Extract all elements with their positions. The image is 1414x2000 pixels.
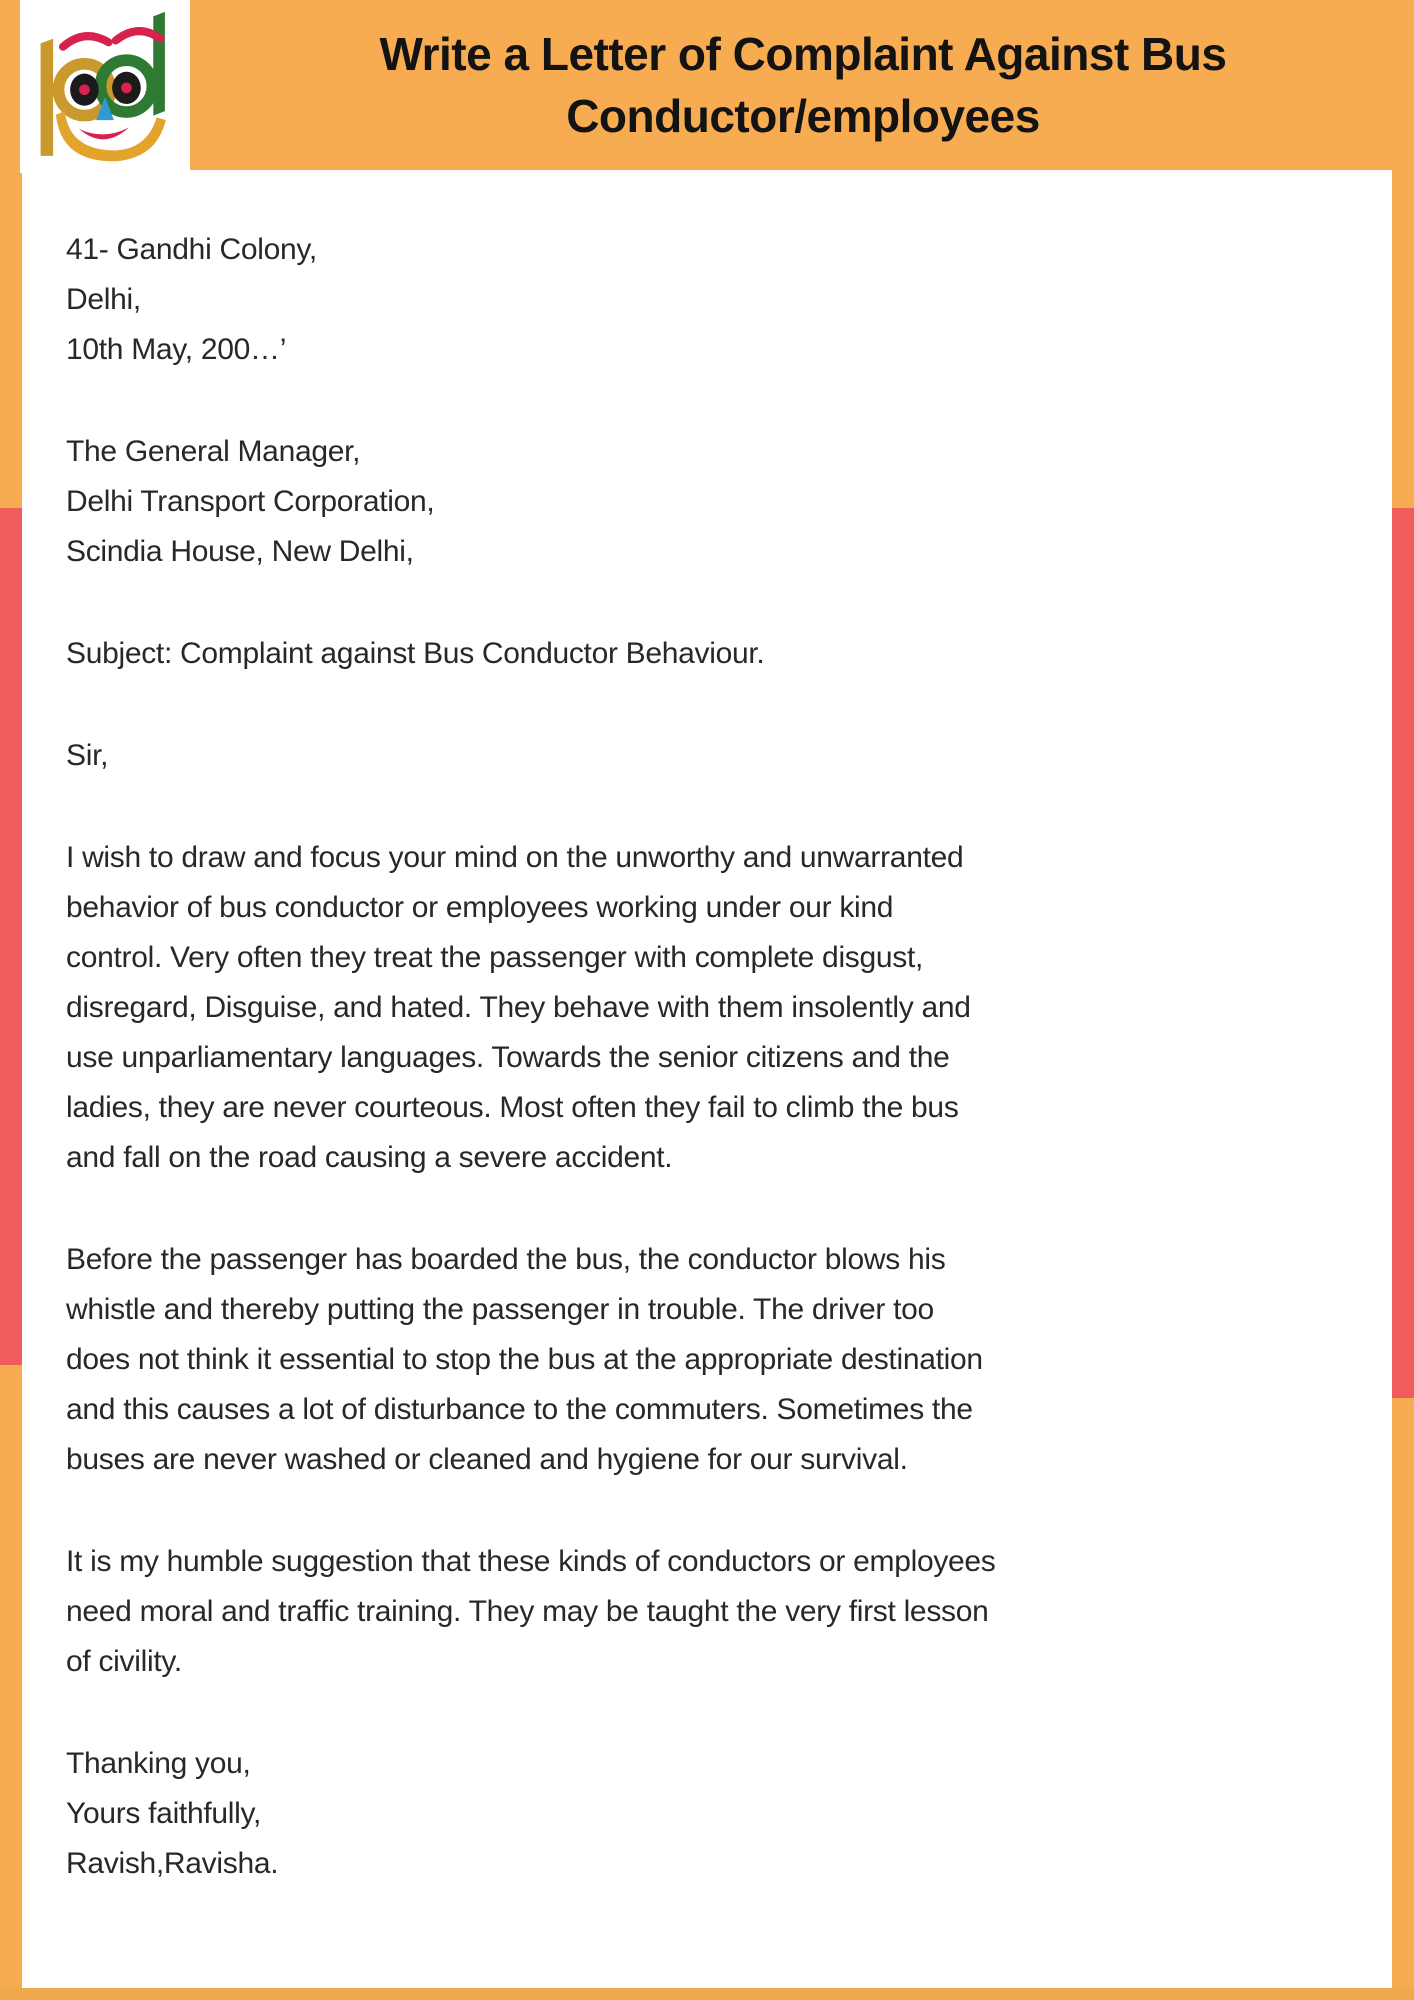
signoff: Yours faithfully, — [66, 1797, 262, 1830]
pd-logo — [20, 0, 190, 173]
salutation: Sir, — [66, 739, 109, 772]
header-band — [22, 0, 1414, 170]
letter-date: 10th May, 200…’ — [66, 333, 287, 366]
recipient-address — [66, 427, 1396, 577]
left-border-strip — [0, 0, 22, 2000]
body-paragraph-2: Before the passenger has boarded the bus, the conductor blows his whistle and thereby putting the passenger in trouble. The driver too does not think it essential to stop the bus at the appropriate destination and this causes a lot of disturbance to the commuters. Sometimes the buses are never washed or cleaned and hygiene for our survival. — [66, 1243, 983, 1476]
sender-address-line: Delhi, — [66, 283, 141, 316]
subject-line: Subject: Complaint against Bus Conductor Behaviour. — [66, 637, 765, 670]
body-paragraph-3: It is my humble suggestion that these kinds of conductors or employees need moral and traffic training. They may be taught the very first lesson of civility. — [66, 1545, 996, 1678]
sender-address — [66, 225, 1396, 375]
thanking-you: Thanking you, — [66, 1747, 251, 1780]
recipient-line: Scindia House, New Delhi, — [66, 535, 414, 568]
signature: Ravish,Ravisha. — [66, 1847, 279, 1880]
recipient-line: The General Manager, — [66, 435, 361, 468]
body-paragraph-1: I wish to draw and focus your mind on the unworthy and unwarranted behavior of bus conductor or employees working under our kind control. Very often they treat the passenger with complete disgust, disregard, Disguise, and hated. They behave with them insolently and use unparliamentary languages. Towards the senior citizens and the ladies, they are never courteous. Most often they fail to climb the bus and fall on the road causing a severe accident. — [66, 841, 971, 1174]
recipient-line: Delhi Transport Corporation, — [66, 485, 435, 518]
closing-block — [66, 1739, 1396, 1889]
page-title: Write a Letter of Complaint Against Bus Conductor/employees — [379, 28, 1227, 142]
sender-address-line: 41- Gandhi Colony, — [66, 233, 317, 266]
left-red-accent-bar — [0, 508, 22, 1365]
letter-body — [66, 225, 1396, 1941]
pd-logo-icon — [29, 7, 181, 167]
bottom-border-strip — [0, 1988, 1414, 2000]
